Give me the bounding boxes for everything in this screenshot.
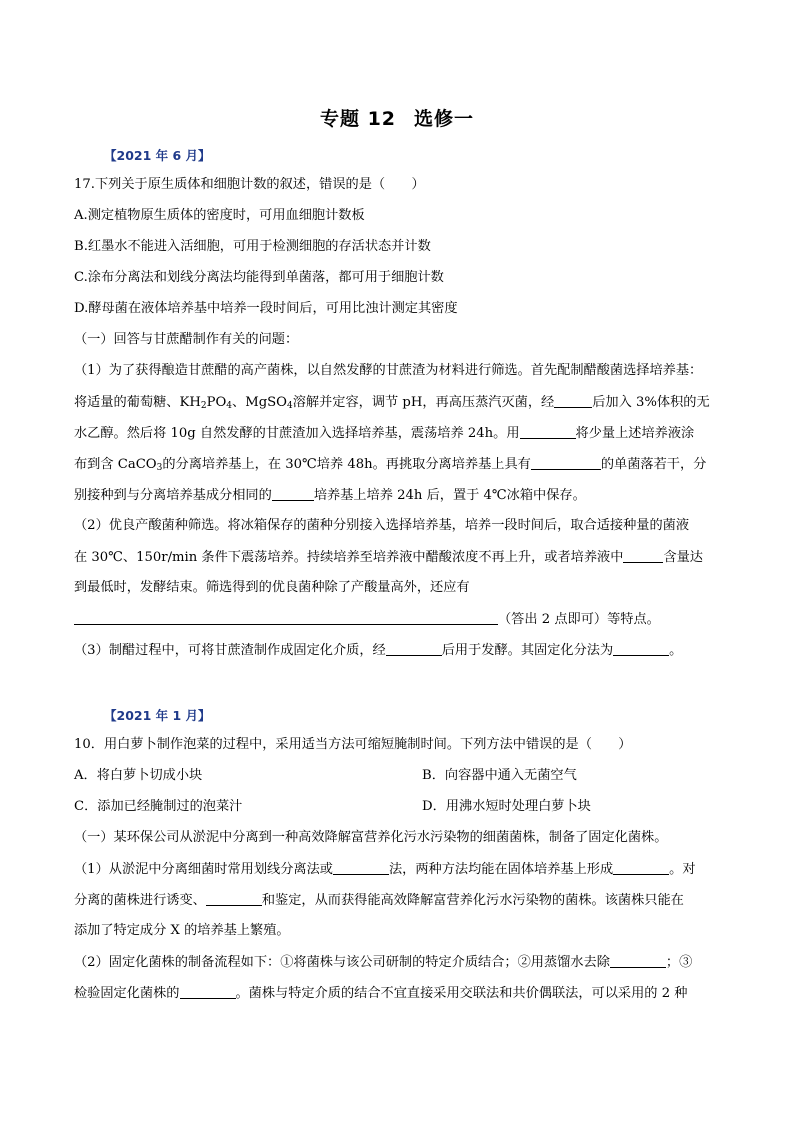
answer-blank[interactable] xyxy=(613,860,669,875)
q10-option-d: D．用沸水短时处理白萝卜块 xyxy=(422,799,591,814)
q17-option-a: A.测定植物原生质体的密度时，可用血细胞计数板 xyxy=(74,208,365,223)
p1-line-9: （答出 2 点即可）等特点。 xyxy=(74,610,724,629)
p1-line-3: 水乙醇。然后将 10g 自然发酵的甘蔗渣加入选择培养基，震荡培养 24h。用 将少量上述培养液涂 xyxy=(74,426,695,441)
p1-line-6: （2）优良产酸菌种筛选。将冰箱保存的菌种分别接入选择培养基，培养一段时间后，取合适接种量的菌液 xyxy=(74,518,690,533)
answer-blank[interactable] xyxy=(520,424,576,439)
answer-blank[interactable] xyxy=(386,641,442,656)
q17-option-b: B.红墨水不能进入活细胞，可用于检测细胞的存活状态并计数 xyxy=(74,239,431,254)
q17-option-c: C.涂布分离法和划线分离法均能得到单菌落，都可用于细胞计数 xyxy=(74,270,444,285)
q10-option-b: B．向容器中通入无菌空气 xyxy=(422,768,577,783)
p1-line-7: 在 30℃、150r/min 条件下震荡培养。持续培养至培养液中醋酸浓度不再上升，或者培养液中 含量达 xyxy=(74,550,703,565)
answer-blank[interactable] xyxy=(610,953,666,968)
answer-blank[interactable] xyxy=(333,860,389,875)
p2-line-5: 检验固定化菌株的 。菌株与特定介质的结合不宜直接采用交联法和共价偶联法，可以采用的 2 种 xyxy=(74,986,688,1001)
answer-blank[interactable] xyxy=(206,891,262,906)
q17-stem: 17.下列关于原生质体和细胞计数的叙述，错误的是（ ） xyxy=(74,177,425,192)
p2-line-4: （2）固定化菌株的制备流程如下：①将菌株与该公司研制的特定介质结合；②用蒸馏水去除 ；③ xyxy=(74,955,693,970)
p1-line-4: 布到含 CaCO$_3$的分离培养基上，在 30℃培养 48h。再挑取分离培养基上具有 的单菌落若干，分 xyxy=(74,457,707,473)
answer-blank[interactable] xyxy=(531,455,601,470)
section-tag-2021-jan: 【2021 年 1 月】 xyxy=(104,708,211,723)
answer-blank[interactable] xyxy=(554,393,592,408)
section-tag-2021-jun: 【2021 年 6 月】 xyxy=(104,148,211,163)
p2-line-3: 添加了特定成分 X 的培养基上繁殖。 xyxy=(74,923,290,938)
p1-line-10: （3）制醋过程中，可将甘蔗渣制作成固定化介质，经 后用于发酵。其固定化分法为 。 xyxy=(74,643,683,658)
answer-blank[interactable] xyxy=(613,641,669,656)
answer-blank[interactable] xyxy=(623,548,663,563)
q10-option-a: A．将白萝卜切成小块 xyxy=(74,768,203,783)
p2-line-1: （1）从淤泥中分离细菌时常用划线分离法或 法，两种方法均能在固体培养基上形成 。对 xyxy=(74,862,696,877)
p1-line-8: 到最低时，发酵结束。筛选得到的优良菌种除了产酸量高外，还应有 xyxy=(74,580,470,595)
p2-intro: （一）某环保公司从淤泥中分离到一种高效降解富营养化污水污染物的细菌菌株，制备了固定化菌株。 xyxy=(74,830,668,845)
q10-stem: 10．用白萝卜制作泡菜的过程中，采用适当方法可缩短腌制时间。下列方法中错误的是（ ） xyxy=(74,737,632,752)
title-subject: 选修一 xyxy=(414,108,475,130)
answer-blank[interactable] xyxy=(74,610,498,625)
p1-intro: （一）回答与甘蔗醋制作有关的问题： xyxy=(74,332,299,347)
q10-options-row-1 xyxy=(74,767,724,785)
q17-option-d: D.酵母菌在液体培养基中培养一段时间后，可用比浊计测定其密度 xyxy=(74,301,458,316)
answer-blank[interactable] xyxy=(272,486,314,501)
p1-line-5: 别接种到与分离培养基成分相同的 培养基上培养 24h 后，置于 4℃冰箱中保存。 xyxy=(74,488,586,503)
p2-line-2: 分离的菌株进行诱变、 和鉴定，从而获得能高效降解富营养化污水污染物的菌株。该菌株只能在 xyxy=(74,893,684,908)
answer-blank[interactable] xyxy=(180,984,236,999)
page-title xyxy=(0,104,794,131)
p1-line-2: 将适量的葡萄糖、$KH_2PO_4$、MgSO$_4$溶解并定容，调节 pH，再高压蒸汽灭菌，经 后加入 3%体积的无 xyxy=(74,395,710,411)
p1-line-1: （1）为了获得酿造甘蔗醋的高产菌株，以自然发酵的甘蔗渣为材料进行筛选。首先配制醋酸菌选择培养基： xyxy=(74,363,703,378)
q10-option-c: C．添加已经腌制过的泡菜汁 xyxy=(74,799,243,814)
q10-options-row-2 xyxy=(74,798,724,816)
title-topic: 专题 12 xyxy=(319,108,397,130)
